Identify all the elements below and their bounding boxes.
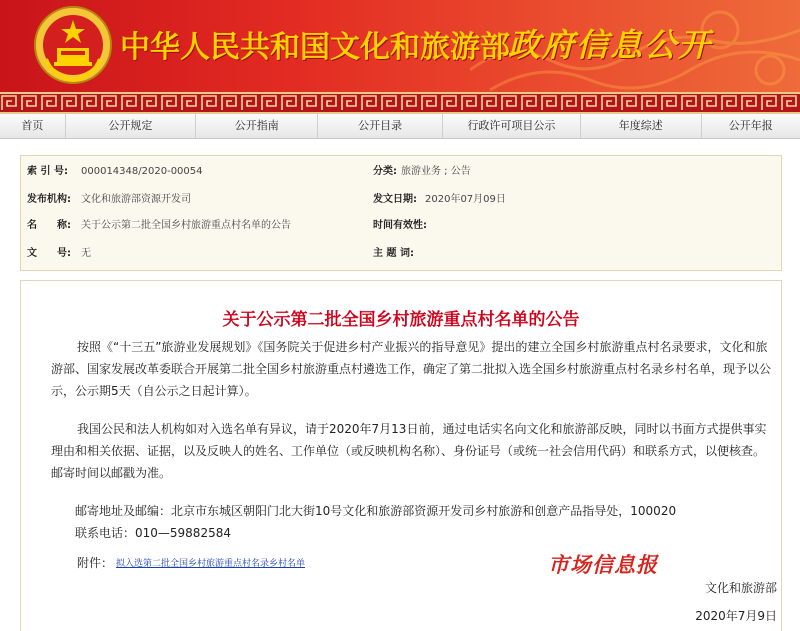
category-label: 分类: — [373, 158, 397, 186]
doc-number-label: 文 号: — [27, 240, 71, 268]
attachment-link[interactable]: 拟入选第二批全国乡村旅游重点村名录乡村名单 — [116, 556, 305, 569]
publisher-value: 文化和旅游部资源开发司 — [81, 186, 191, 214]
meta-row — [21, 240, 781, 268]
article-paragraph: 我国公民和法人机构如对入选名单有异议，请于2020年7月13日前，通过电话实名向文化和旅游部反映，同时以书面方式提供事实理由和相关依据、证据，以及反映人的姓名、工作单位（或反映机构名称）、身份证号（或统一社会信用代码）和联系方式，以便核查。邮寄时间以邮戳为准。 — [51, 418, 773, 484]
section-title: 政府信息公开 — [508, 20, 712, 66]
issue-date-value: 2020年07月09日 — [425, 186, 506, 214]
publisher-label: 发布机构: — [27, 186, 71, 214]
sign-date: 2020年7月9日 — [695, 607, 777, 624]
nav-guide[interactable]: 公开指南 — [196, 114, 318, 138]
meta-row — [21, 158, 781, 186]
publisher-watermark: 市场信息报 — [548, 549, 658, 579]
attachment-label: 附件： — [77, 554, 113, 571]
index-label: 索 引 号: — [27, 158, 68, 186]
national-emblem-icon — [32, 4, 114, 86]
article-body — [20, 280, 782, 631]
document-meta-table — [20, 155, 782, 271]
nav-annual-report[interactable]: 公开年报 — [702, 114, 800, 138]
category-value: 旅游业务 ; 公告 — [401, 158, 471, 186]
mailing-address: 邮寄地址及邮编：北京市东城区朝阳门北大街10号文化和旅游部资源开发司乡村旅游和创意产品指导处，100020 — [75, 500, 676, 522]
top-nav — [0, 114, 800, 139]
nav-home[interactable]: 首页 — [0, 114, 66, 138]
nav-license-items[interactable]: 行政许可项目公示 — [443, 114, 581, 138]
subject-label: 主 题 词: — [373, 240, 414, 268]
nav-annual-summary[interactable]: 年度综述 — [581, 114, 701, 138]
meta-row — [21, 186, 781, 214]
validity-label: 时间有效性: — [373, 212, 427, 240]
article-paragraph: 按照《“十三五”旅游业发展规划》《国务院关于促进乡村产业振兴的指导意见》提出的建立全国乡村旅游重点村名录要求，文化和旅游部、国家发展改革委联合开展第二批全国乡村旅游重点村遴选工作，确定了第二批拟入选全国乡村旅游重点村名录乡村名单，现予以公示，公示期5天（自公示之日起计算）。 — [51, 336, 773, 402]
index-value: 000014348/2020-00054 — [81, 158, 203, 186]
fret-pattern-icon — [0, 92, 800, 114]
nav-rules[interactable]: 公开规定 — [66, 114, 196, 138]
nav-catalog[interactable]: 公开目录 — [318, 114, 442, 138]
decorative-pattern-strip — [0, 92, 800, 114]
meta-row — [21, 212, 781, 240]
doc-number-value: 无 — [81, 240, 91, 268]
ministry-name: 中华人民共和国文化和旅游部 — [120, 22, 510, 66]
article-title: 关于公示第二批全国乡村旅游重点村名单的公告 — [21, 305, 781, 330]
header-banner — [0, 0, 800, 92]
doc-name-value: 关于公示第二批全国乡村旅游重点村名单的公告 — [81, 212, 291, 240]
issue-date-label: 发文日期: — [373, 186, 417, 214]
contact-phone: 联系电话：010—59882584 — [75, 522, 231, 544]
signature: 文化和旅游部 — [705, 579, 777, 596]
doc-name-label: 名 称: — [27, 212, 71, 240]
